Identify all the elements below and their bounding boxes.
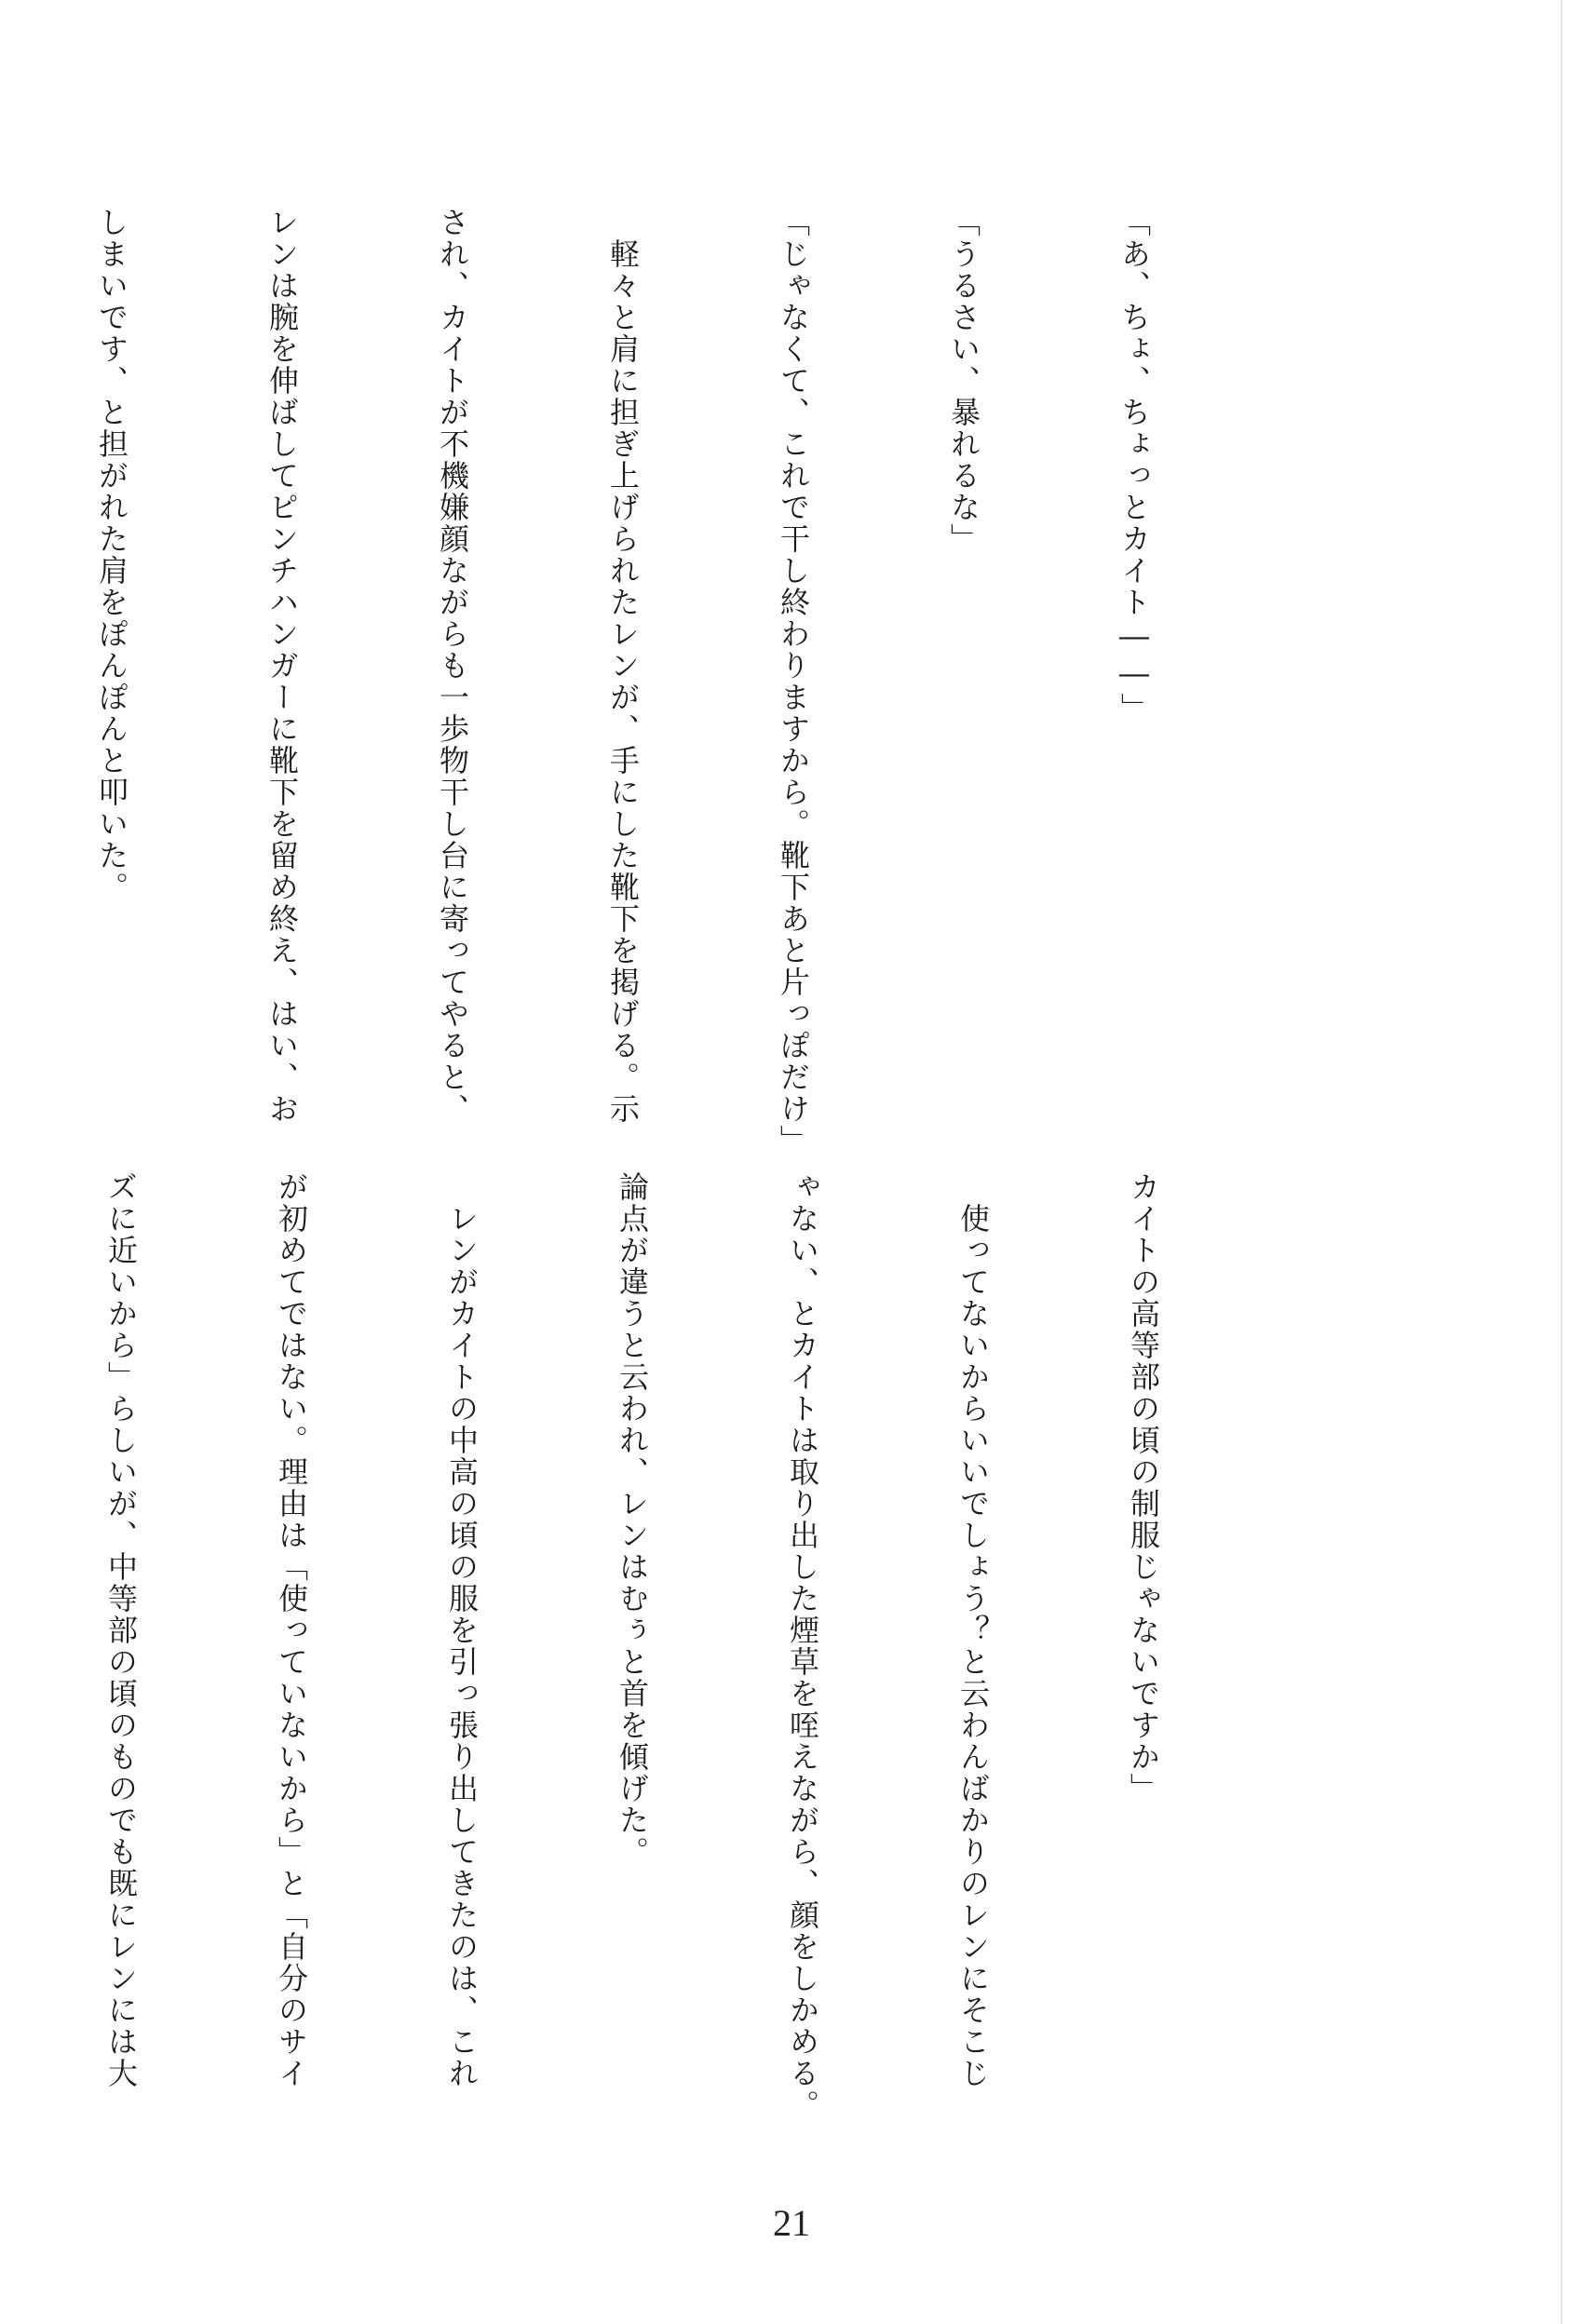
page-number: 21 [773,2202,810,2244]
text-line: 使ってないからいいでしょう？と云わんばかりのレンにそこじ [955,1171,991,2089]
text-line: レンは腕を伸ばしてピンチハンガーに靴下を留め終え、はい、お [264,207,300,1125]
text-line: 論点が違うと云われ、レンはむぅと首を傾げた。 [615,1171,650,1868]
text-line: ゃない、とカイトは取り出した煙草を咥えながら、顔をしかめる。 [785,1171,820,2121]
text-line: レンがカイトの中高の頃の服を引っ張り出してきたのは、これ [444,1171,480,2089]
text-block-bottom [103,1171,1285,2158]
text-block-top [94,207,1276,1156]
text-line: 「うるさい、暴れるな」 [946,207,981,555]
page-edge-line [1561,0,1563,2324]
text-line: 「あ、ちょ、ちょっとカイト――」 [1116,207,1152,724]
text-line: され、カイトが不機嫌顔ながらも一歩物干し台に寄ってやると、 [435,207,470,1125]
text-line: 「じゃなくて、これで干し終わりますから。靴下あと片っぽだけ」 [776,207,811,1156]
text-line: ズに近いから」らしいが、中等部の頃のものでも既にレンには大 [103,1171,139,2089]
text-line: が初めてではない。理由は「使っていないから」と「自分のサイ [274,1171,309,2089]
text-line: カイトの高等部の頃の制服じゃないですか」 [1126,1171,1161,1804]
text-line: しまいです、と担がれた肩をぽんぽんと叩いた。 [94,207,129,903]
text-line: 軽々と肩に担ぎ上げられたレンが、手にした靴下を掲げる。示 [605,207,641,1125]
